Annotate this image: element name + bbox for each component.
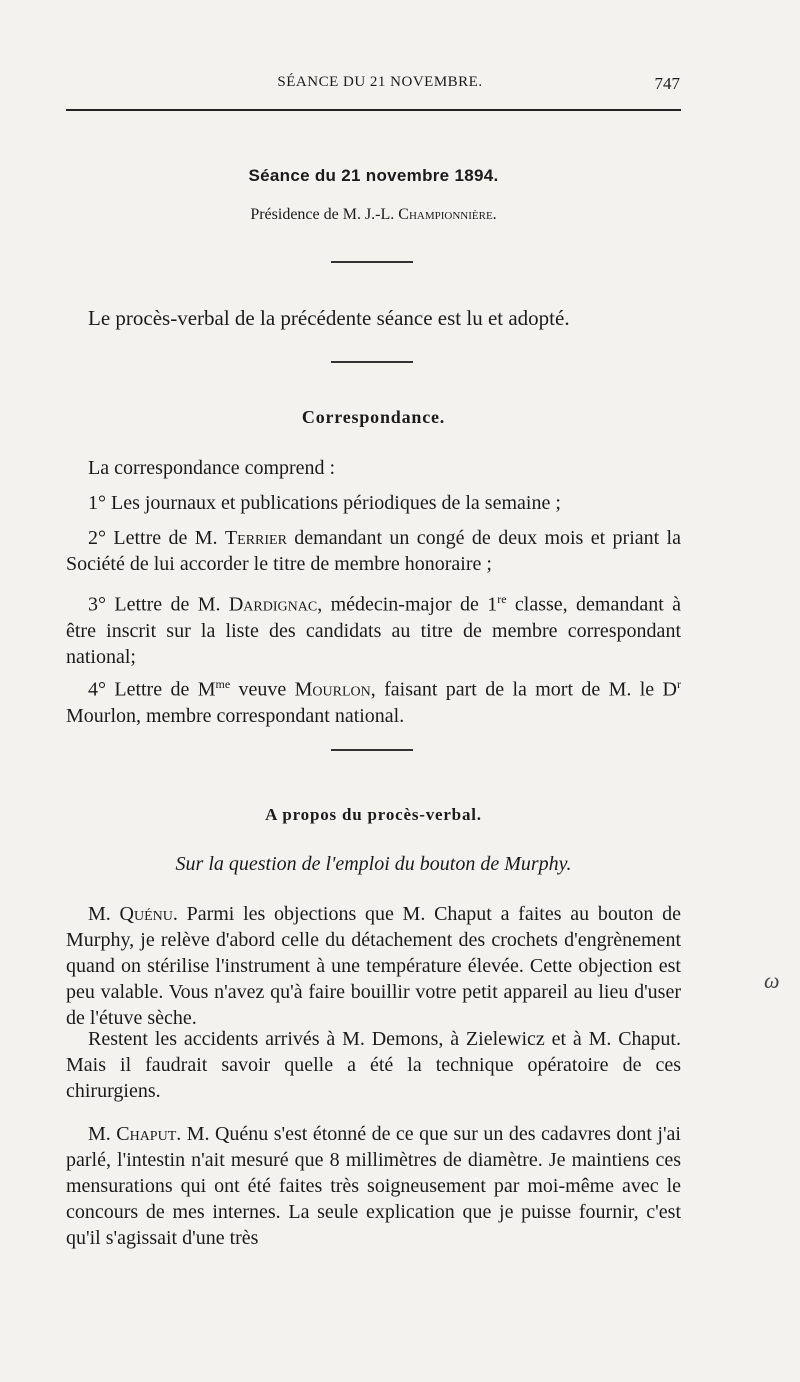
divider — [331, 261, 413, 263]
chaput-name: Chaput — [116, 1123, 177, 1145]
header-rule — [66, 109, 681, 111]
item4-text-a: 4° Lettre de M — [88, 678, 216, 701]
correspondance-item-1: 1° Les journaux et publications périodiques de la semaine ; — [88, 492, 561, 514]
presidence-prefix: Présidence de M. J.-L. — [250, 206, 399, 223]
item2-text-b: demandant un congé de deux mois et priant la Société de lui accorder le titre de membre honoraire ; — [66, 527, 681, 575]
divider — [331, 361, 413, 363]
item3-superscript: re — [497, 592, 507, 606]
president-name: Championnière. — [398, 206, 497, 223]
item4-name: Mourlon — [294, 678, 371, 701]
running-head — [80, 74, 680, 98]
item4-superscript-2: r — [677, 677, 681, 691]
item3-text-a: 3° Lettre de M. — [88, 593, 229, 616]
chaput-prefix: M. — [88, 1123, 117, 1145]
proces-verbal-statement: Le procès-verbal de la précédente séance est lu et adopté. — [88, 306, 570, 330]
item4-text-c: , faisant part de la mort de M. le D — [370, 678, 677, 701]
quenu-paragraph-2: Restent les accidents arrivés à M. Demons, à Zielewicz et à M. Chaput. Mais il faudrait savoir quelle a été la technique opératoire de ces chirurgiens. — [66, 1028, 681, 1102]
correspondance-item-2 — [66, 525, 681, 577]
item4-superscript: me — [215, 677, 231, 691]
divider — [331, 749, 413, 751]
correspondance-item-3 — [66, 586, 681, 670]
running-head-title: SÉANCE DU 21 NOVEMBRE. — [277, 74, 483, 90]
item3-name: Dardignac — [228, 593, 318, 616]
item4-text-d: Mourlon, membre correspondant national. — [66, 704, 405, 727]
correspondance-heading: Correspondance. — [301, 407, 446, 427]
a-propos-subtitle: Sur la question de l'emploi du bouton de Murphy. — [175, 853, 572, 875]
item2-text-a: 2° Lettre de M. — [88, 527, 225, 549]
item2-name: Terrier — [224, 527, 287, 549]
quenu-name: Quénu — [119, 903, 173, 925]
quenu-text: . Parmi les objections que M. Chaput a faites au bouton de Murphy, je relève d'abord celle du détachement des crochets d'engrènement quand on stérilise l'instrument à une température élevée. Cette objection est peu valable. Vous n'avez qu'à faire bouillir votre petit appareil au lieu d'user de l'étuve sèche. — [66, 903, 681, 1029]
page-number: 747 — [654, 74, 680, 93]
correspondance-item-4 — [66, 671, 681, 729]
item4-text-b: veuve — [230, 678, 295, 701]
chaput-paragraph — [66, 1121, 681, 1251]
quenu-paragraph — [66, 901, 681, 1031]
item3-text-b: , médecin-major de 1 — [317, 593, 498, 616]
item3-text-c: classe, demandant à être inscrit sur la liste des candidats au titre de membre correspondant national; — [66, 593, 682, 668]
quenu-prefix: M. — [88, 903, 120, 925]
seance-title: Séance du 21 novembre 1894. — [248, 166, 499, 185]
presidence-line — [66, 206, 681, 224]
a-propos-heading: A propos du procès-verbal. — [265, 805, 482, 824]
margin-annotation: ω — [764, 968, 780, 993]
chaput-text: . M. Quénu s'est étonné de ce que sur un des cadavres dont j'ai parlé, l'intestin n'ait mesuré que 8 millimètres de diamètre. Je maintiens ces mensurations qui ont été faites très soigneusement par moi-même avec le concours de mes internes. La seule explication que je puisse fournir, c'est qu'il s'agissait d'une très — [66, 1123, 681, 1249]
correspondance-intro: La correspondance comprend : — [88, 457, 336, 479]
